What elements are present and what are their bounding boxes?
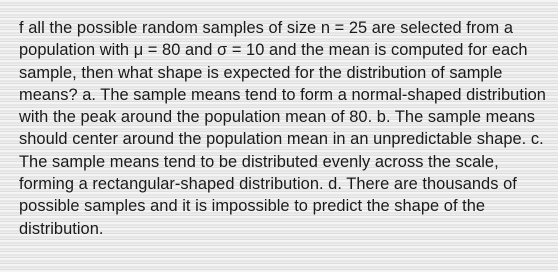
question-text: f all the possible random samples of size n = 25 are selected from a population with μ = 80 and σ = 10 and the mean is computed for each sample, then what shape is expected for the distribution of sample means? a. The sample means tend to form a normal-shaped distribution with the peak around the population mean of 80. b. The sample means should center around the population mean in an unpredictable shape. c. The sample means tend to be distributed evenly across the scale, forming a rectangular-shaped distribution. d. There are thousands of possible samples and it is impossible to predict the shape of the distribution. (19, 19, 546, 238)
